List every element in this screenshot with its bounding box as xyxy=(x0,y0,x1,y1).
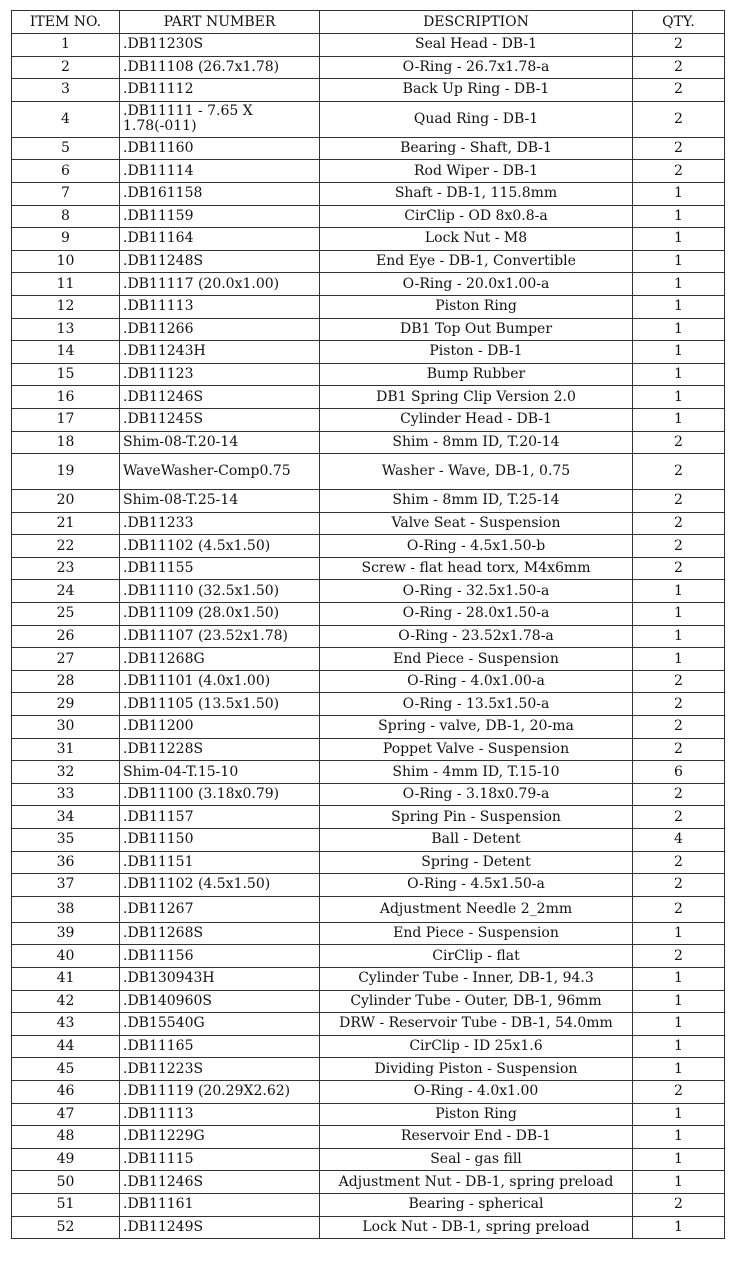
part-number-cell: .DB11246S xyxy=(120,1171,320,1194)
description-cell: Bearing - Shaft, DB-1 xyxy=(320,137,633,160)
table-row xyxy=(12,851,725,874)
qty-cell: 1 xyxy=(633,1035,725,1058)
part-number-cell: .DB11157 xyxy=(120,806,320,829)
item-no-cell: 26 xyxy=(12,625,120,648)
table-row xyxy=(12,1080,725,1103)
part-number-cell: .DB11156 xyxy=(120,945,320,968)
parts-list-body xyxy=(12,34,725,1239)
table-row xyxy=(12,603,725,626)
part-number-cell: .DB11248S xyxy=(120,250,320,273)
description-cell: Cylinder Head - DB-1 xyxy=(320,408,633,431)
item-no-cell: 48 xyxy=(12,1126,120,1149)
part-number-cell: .DB11165 xyxy=(120,1035,320,1058)
qty-cell: 1 xyxy=(633,386,725,409)
description-cell: Shim - 8mm ID, T.20-14 xyxy=(320,431,633,454)
table-row xyxy=(12,738,725,761)
item-no-cell: 51 xyxy=(12,1193,120,1216)
table-row xyxy=(12,431,725,454)
item-no-cell: 36 xyxy=(12,851,120,874)
qty-cell: 2 xyxy=(633,56,725,79)
part-number-cell: .DB11151 xyxy=(120,851,320,874)
item-no-cell: 38 xyxy=(12,896,120,922)
part-number-cell: .DB11160 xyxy=(120,137,320,160)
description-cell: O-Ring - 4.0x1.00-a xyxy=(320,670,633,693)
part-number-cell: .DB11114 xyxy=(120,160,320,183)
item-no-cell: 5 xyxy=(12,137,120,160)
table-row xyxy=(12,1148,725,1171)
item-no-cell: 44 xyxy=(12,1035,120,1058)
parts-list-table xyxy=(11,10,725,1239)
qty-cell: 2 xyxy=(633,851,725,874)
qty-cell: 1 xyxy=(633,408,725,431)
description-cell: Washer - Wave, DB-1, 0.75 xyxy=(320,454,633,490)
part-number-cell: .DB11155 xyxy=(120,557,320,580)
description-cell: O-Ring - 4.0x1.00 xyxy=(320,1080,633,1103)
description-cell: O-Ring - 3.18x0.79-a xyxy=(320,783,633,806)
part-number-cell: Shim-08-T.20-14 xyxy=(120,431,320,454)
qty-cell: 1 xyxy=(633,1058,725,1081)
table-row xyxy=(12,79,725,102)
item-no-cell: 37 xyxy=(12,874,120,897)
qty-cell: 2 xyxy=(633,431,725,454)
qty-cell: 1 xyxy=(633,250,725,273)
table-row xyxy=(12,648,725,671)
part-number-cell: .DB11112 xyxy=(120,79,320,102)
qty-cell: 1 xyxy=(633,990,725,1013)
part-number-cell: .DB11229G xyxy=(120,1126,320,1149)
table-row xyxy=(12,580,725,603)
qty-cell: 1 xyxy=(633,363,725,386)
table-row xyxy=(12,1193,725,1216)
part-number-cell: .DB11115 xyxy=(120,1148,320,1171)
qty-cell: 2 xyxy=(633,34,725,57)
description-cell: Valve Seat - Suspension xyxy=(320,512,633,535)
part-number-cell: .DB11233 xyxy=(120,512,320,535)
item-no-cell: 33 xyxy=(12,783,120,806)
table-row xyxy=(12,716,725,739)
part-number-cell: .DB11102 (4.5x1.50) xyxy=(120,874,320,897)
qty-cell: 1 xyxy=(633,318,725,341)
description-cell: Seal Head - DB-1 xyxy=(320,34,633,57)
item-no-cell: 28 xyxy=(12,670,120,693)
item-no-cell: 46 xyxy=(12,1080,120,1103)
part-number-cell: .DB11249S xyxy=(120,1216,320,1239)
item-no-cell: 52 xyxy=(12,1216,120,1239)
qty-cell: 1 xyxy=(633,182,725,205)
qty-cell: 1 xyxy=(633,1126,725,1149)
qty-cell: 2 xyxy=(633,1080,725,1103)
qty-cell: 1 xyxy=(633,341,725,364)
description-cell: CirClip - ID 25x1.6 xyxy=(320,1035,633,1058)
table-row xyxy=(12,137,725,160)
part-number-cell: .DB11243H xyxy=(120,341,320,364)
header-qty: QTY. xyxy=(633,11,725,34)
table-row xyxy=(12,341,725,364)
item-no-cell: 11 xyxy=(12,273,120,296)
table-row xyxy=(12,670,725,693)
part-number-cell: Shim-04-T.15-10 xyxy=(120,761,320,784)
table-row xyxy=(12,1058,725,1081)
item-no-cell: 18 xyxy=(12,431,120,454)
table-row xyxy=(12,101,725,137)
description-cell: O-Ring - 13.5x1.50-a xyxy=(320,693,633,716)
item-no-cell: 29 xyxy=(12,693,120,716)
item-no-cell: 4 xyxy=(12,101,120,137)
qty-cell: 1 xyxy=(633,1103,725,1126)
qty-cell: 1 xyxy=(633,205,725,228)
qty-cell: 2 xyxy=(633,896,725,922)
item-no-cell: 7 xyxy=(12,182,120,205)
item-no-cell: 17 xyxy=(12,408,120,431)
part-number-cell: .DB11245S xyxy=(120,408,320,431)
part-number-cell: .DB11230S xyxy=(120,34,320,57)
part-number-cell: .DB11228S xyxy=(120,738,320,761)
description-cell: O-Ring - 4.5x1.50-a xyxy=(320,874,633,897)
part-number-cell: .DB11150 xyxy=(120,829,320,852)
table-row xyxy=(12,625,725,648)
part-number-cell: .DB11102 (4.5x1.50) xyxy=(120,535,320,558)
description-cell: DB1 Top Out Bumper xyxy=(320,318,633,341)
qty-cell: 1 xyxy=(633,1216,725,1239)
qty-cell: 1 xyxy=(633,1171,725,1194)
qty-cell: 2 xyxy=(633,535,725,558)
qty-cell: 2 xyxy=(633,101,725,137)
item-no-cell: 21 xyxy=(12,512,120,535)
item-no-cell: 43 xyxy=(12,1013,120,1036)
header-part-number: PART NUMBER xyxy=(120,11,320,34)
qty-cell: 2 xyxy=(633,512,725,535)
item-no-cell: 23 xyxy=(12,557,120,580)
qty-cell: 2 xyxy=(633,874,725,897)
table-row xyxy=(12,874,725,897)
qty-cell: 1 xyxy=(633,1013,725,1036)
table-row xyxy=(12,56,725,79)
table-row xyxy=(12,490,725,513)
description-cell: O-Ring - 23.52x1.78-a xyxy=(320,625,633,648)
description-cell: Adjustment Needle 2_2mm xyxy=(320,896,633,922)
description-cell: O-Ring - 4.5x1.50-b xyxy=(320,535,633,558)
item-no-cell: 49 xyxy=(12,1148,120,1171)
part-number-cell: .DB11108 (26.7x1.78) xyxy=(120,56,320,79)
table-row xyxy=(12,454,725,490)
description-cell: End Piece - Suspension xyxy=(320,922,633,945)
table-row xyxy=(12,829,725,852)
item-no-cell: 27 xyxy=(12,648,120,671)
table-row xyxy=(12,34,725,57)
qty-cell: 2 xyxy=(633,716,725,739)
description-cell: Quad Ring - DB-1 xyxy=(320,101,633,137)
part-number-cell: .DB11119 (20.29X2.62) xyxy=(120,1080,320,1103)
description-cell: Adjustment Nut - DB-1, spring preload xyxy=(320,1171,633,1194)
header-description: DESCRIPTION xyxy=(320,11,633,34)
description-cell: End Eye - DB-1, Convertible xyxy=(320,250,633,273)
table-row xyxy=(12,228,725,251)
qty-cell: 6 xyxy=(633,761,725,784)
description-cell: Bearing - spherical xyxy=(320,1193,633,1216)
part-number-cell: .DB130943H xyxy=(120,967,320,990)
table-row xyxy=(12,160,725,183)
description-cell: Dividing Piston - Suspension xyxy=(320,1058,633,1081)
description-cell: Screw - flat head torx, M4x6mm xyxy=(320,557,633,580)
description-cell: Poppet Valve - Suspension xyxy=(320,738,633,761)
description-cell: Piston - DB-1 xyxy=(320,341,633,364)
item-no-cell: 50 xyxy=(12,1171,120,1194)
part-number-cell: .DB11100 (3.18x0.79) xyxy=(120,783,320,806)
qty-cell: 2 xyxy=(633,1193,725,1216)
qty-cell: 1 xyxy=(633,580,725,603)
description-cell: Seal - gas fill xyxy=(320,1148,633,1171)
qty-cell: 1 xyxy=(633,603,725,626)
qty-cell: 2 xyxy=(633,670,725,693)
description-cell: CirClip - OD 8x0.8-a xyxy=(320,205,633,228)
item-no-cell: 42 xyxy=(12,990,120,1013)
qty-cell: 1 xyxy=(633,967,725,990)
item-no-cell: 45 xyxy=(12,1058,120,1081)
part-number-cell: .DB11101 (4.0x1.00) xyxy=(120,670,320,693)
table-row xyxy=(12,1035,725,1058)
table-row xyxy=(12,557,725,580)
description-cell: Piston Ring xyxy=(320,295,633,318)
part-number-cell: WaveWasher-Comp0.75 xyxy=(120,454,320,490)
part-number-cell: .DB11109 (28.0x1.50) xyxy=(120,603,320,626)
part-number-cell: .DB11267 xyxy=(120,896,320,922)
qty-cell: 2 xyxy=(633,693,725,716)
description-cell: Shim - 8mm ID, T.25-14 xyxy=(320,490,633,513)
table-row xyxy=(12,1013,725,1036)
qty-cell: 2 xyxy=(633,160,725,183)
table-row xyxy=(12,205,725,228)
description-cell: Shaft - DB-1, 115.8mm xyxy=(320,182,633,205)
part-number-cell: .DB11110 (32.5x1.50) xyxy=(120,580,320,603)
description-cell: Shim - 4mm ID, T.15-10 xyxy=(320,761,633,784)
item-no-cell: 10 xyxy=(12,250,120,273)
part-number-cell: .DB161158 xyxy=(120,182,320,205)
qty-cell: 1 xyxy=(633,228,725,251)
table-row xyxy=(12,693,725,716)
item-no-cell: 12 xyxy=(12,295,120,318)
description-cell: Piston Ring xyxy=(320,1103,633,1126)
item-no-cell: 22 xyxy=(12,535,120,558)
qty-cell: 2 xyxy=(633,454,725,490)
table-row xyxy=(12,535,725,558)
table-row xyxy=(12,318,725,341)
item-no-cell: 20 xyxy=(12,490,120,513)
part-number-cell: .DB11159 xyxy=(120,205,320,228)
part-number-cell: .DB11266 xyxy=(120,318,320,341)
description-cell: Lock Nut - DB-1, spring preload xyxy=(320,1216,633,1239)
part-number-cell: .DB11113 xyxy=(120,295,320,318)
description-cell: DB1 Spring Clip Version 2.0 xyxy=(320,386,633,409)
part-number-cell: .DB11268G xyxy=(120,648,320,671)
description-cell: Ball - Detent xyxy=(320,829,633,852)
item-no-cell: 9 xyxy=(12,228,120,251)
item-no-cell: 34 xyxy=(12,806,120,829)
qty-cell: 1 xyxy=(633,648,725,671)
table-row xyxy=(12,386,725,409)
item-no-cell: 35 xyxy=(12,829,120,852)
table-row xyxy=(12,945,725,968)
description-cell: Reservoir End - DB-1 xyxy=(320,1126,633,1149)
table-row xyxy=(12,295,725,318)
item-no-cell: 39 xyxy=(12,922,120,945)
item-no-cell: 47 xyxy=(12,1103,120,1126)
part-number-cell: .DB11111 - 7.65 X 1.78(-011) xyxy=(120,101,320,137)
table-row xyxy=(12,1103,725,1126)
qty-cell: 4 xyxy=(633,829,725,852)
description-cell: O-Ring - 28.0x1.50-a xyxy=(320,603,633,626)
item-no-cell: 24 xyxy=(12,580,120,603)
table-row xyxy=(12,1171,725,1194)
part-number-cell: .DB11161 xyxy=(120,1193,320,1216)
part-number-cell: .DB11105 (13.5x1.50) xyxy=(120,693,320,716)
qty-cell: 1 xyxy=(633,625,725,648)
item-no-cell: 16 xyxy=(12,386,120,409)
table-row xyxy=(12,967,725,990)
item-no-cell: 1 xyxy=(12,34,120,57)
qty-cell: 1 xyxy=(633,922,725,945)
part-number-cell: .DB11107 (23.52x1.78) xyxy=(120,625,320,648)
table-row xyxy=(12,408,725,431)
table-row xyxy=(12,761,725,784)
table-row xyxy=(12,363,725,386)
description-cell: Spring - valve, DB-1, 20-ma xyxy=(320,716,633,739)
description-cell: CirClip - flat xyxy=(320,945,633,968)
table-row xyxy=(12,896,725,922)
part-number-cell: .DB11223S xyxy=(120,1058,320,1081)
item-no-cell: 2 xyxy=(12,56,120,79)
table-row xyxy=(12,1126,725,1149)
item-no-cell: 40 xyxy=(12,945,120,968)
table-row xyxy=(12,990,725,1013)
table-row xyxy=(12,783,725,806)
item-no-cell: 8 xyxy=(12,205,120,228)
item-no-cell: 15 xyxy=(12,363,120,386)
item-no-cell: 32 xyxy=(12,761,120,784)
description-cell: Cylinder Tube - Outer, DB-1, 96mm xyxy=(320,990,633,1013)
description-cell: Bump Rubber xyxy=(320,363,633,386)
part-number-cell: .DB11246S xyxy=(120,386,320,409)
qty-cell: 2 xyxy=(633,945,725,968)
part-number-cell: .DB140960S xyxy=(120,990,320,1013)
description-cell: Lock Nut - M8 xyxy=(320,228,633,251)
item-no-cell: 14 xyxy=(12,341,120,364)
part-number-cell: .DB11113 xyxy=(120,1103,320,1126)
description-cell: O-Ring - 20.0x1.00-a xyxy=(320,273,633,296)
table-row xyxy=(12,182,725,205)
qty-cell: 2 xyxy=(633,738,725,761)
part-number-cell: .DB15540G xyxy=(120,1013,320,1036)
header-item-no: ITEM NO. xyxy=(12,11,120,34)
table-row xyxy=(12,1216,725,1239)
item-no-cell: 19 xyxy=(12,454,120,490)
part-number-cell: .DB11164 xyxy=(120,228,320,251)
description-cell: DRW - Reservoir Tube - DB-1, 54.0mm xyxy=(320,1013,633,1036)
qty-cell: 2 xyxy=(633,137,725,160)
header-row xyxy=(12,11,725,34)
item-no-cell: 13 xyxy=(12,318,120,341)
qty-cell: 1 xyxy=(633,273,725,296)
item-no-cell: 25 xyxy=(12,603,120,626)
description-cell: End Piece - Suspension xyxy=(320,648,633,671)
description-cell: Rod Wiper - DB-1 xyxy=(320,160,633,183)
qty-cell: 2 xyxy=(633,79,725,102)
part-number-cell: .DB11200 xyxy=(120,716,320,739)
description-cell: Cylinder Tube - Inner, DB-1, 94.3 xyxy=(320,967,633,990)
table-row xyxy=(12,922,725,945)
table-row xyxy=(12,512,725,535)
description-cell: Back Up Ring - DB-1 xyxy=(320,79,633,102)
qty-cell: 1 xyxy=(633,295,725,318)
item-no-cell: 6 xyxy=(12,160,120,183)
qty-cell: 2 xyxy=(633,557,725,580)
item-no-cell: 3 xyxy=(12,79,120,102)
part-number-cell: .DB11117 (20.0x1.00) xyxy=(120,273,320,296)
table-row xyxy=(12,806,725,829)
item-no-cell: 41 xyxy=(12,967,120,990)
item-no-cell: 31 xyxy=(12,738,120,761)
table-row xyxy=(12,250,725,273)
part-number-cell: Shim-08-T.25-14 xyxy=(120,490,320,513)
qty-cell: 2 xyxy=(633,783,725,806)
item-no-cell: 30 xyxy=(12,716,120,739)
description-cell: O-Ring - 32.5x1.50-a xyxy=(320,580,633,603)
qty-cell: 2 xyxy=(633,490,725,513)
table-row xyxy=(12,273,725,296)
qty-cell: 2 xyxy=(633,806,725,829)
description-cell: Spring - Detent xyxy=(320,851,633,874)
description-cell: Spring Pin - Suspension xyxy=(320,806,633,829)
part-number-cell: .DB11123 xyxy=(120,363,320,386)
description-cell: O-Ring - 26.7x1.78-a xyxy=(320,56,633,79)
qty-cell: 1 xyxy=(633,1148,725,1171)
part-number-cell: .DB11268S xyxy=(120,922,320,945)
